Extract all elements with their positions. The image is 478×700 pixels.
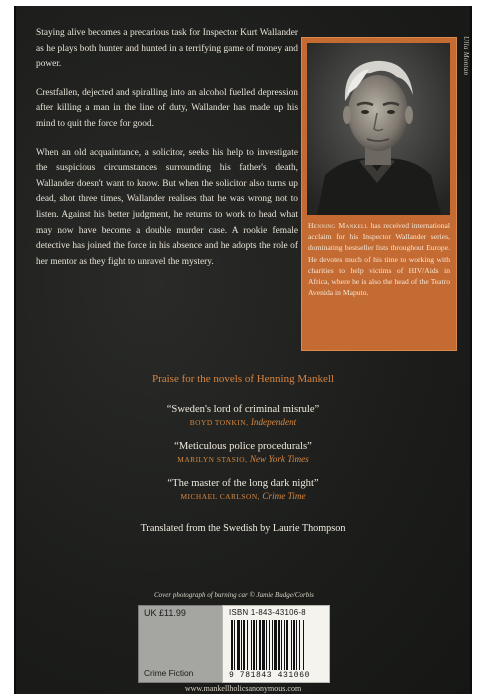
quote-source (16, 491, 470, 501)
back-cover (14, 6, 472, 694)
ean-number: 9 781843 431060 (229, 671, 311, 680)
price-label: UK £11.99 (144, 608, 186, 618)
praise-heading: Praise for the novels of Henning Mankell (151, 373, 335, 385)
author-bio-text: has received international acclaim for his Inspector Wallander series, dominating bestseller lists throughout Europe. He devotes much of his time to working with charities to help victims of HIV/Aids in Africa, where he is also the head of the Teatro Avenida in Maputo. (308, 221, 450, 298)
synopsis-paragraph-1: Staying alive becomes a precarious task for Inspector Kurt Wallander as he plays both hunter and hunted in a terrifying game of money and power. (36, 28, 298, 70)
author-bio (308, 220, 450, 298)
synopsis (36, 26, 298, 283)
review-quote (16, 441, 470, 464)
author-panel (301, 37, 457, 351)
quote-publication: Independent (250, 417, 297, 427)
quote-text: “Sweden's lord of criminal misrule” (166, 404, 320, 415)
barcode-panel (222, 605, 330, 683)
photo-credit-vertical: Ulla Montan (462, 36, 470, 76)
quote-source (16, 454, 470, 464)
quote-publication: Crime Time (262, 491, 306, 501)
quote-publication: New York Times (249, 454, 309, 464)
quote-text: “Meticulous police procedurals” (174, 441, 312, 452)
quote-author: BOYD TONKIN, (189, 418, 249, 427)
quote-author: MICHAEL CARLSON, (180, 492, 261, 501)
review-quote (16, 404, 470, 427)
quote-source (16, 417, 470, 427)
price-panel (138, 605, 224, 683)
review-quote (16, 478, 470, 501)
quote-text: “The master of the long dark night” (167, 478, 319, 489)
translator-credit: Translated from the Swedish by Laurie Thompson (140, 523, 346, 534)
author-name: Henning Mankell (308, 221, 368, 230)
synopsis-paragraph-2: Crestfallen, dejected and spiralling into an alcohol fuelled depression after killing a man in the line of duty, Wallander has made up his mind to quit the force for good. (36, 87, 298, 129)
author-photo (307, 43, 450, 215)
isbn-label: ISBN 1-843-43106-8 (229, 608, 306, 617)
synopsis-paragraph-3: When an old acquaintance, a solicitor, seeks his help to investigate the suspicious circumstances surrounding his father's death, Wallander doesn't want to know. But when the solicitor also turns up dead, shot three times, Wallander realises that he was wrong not to listen. Against his better judgment, he returns to work to head what may now have become a double murder case. A rookie female detective has joined the force in his absence and he adopts the role of her mentor as they fight to unravel the mystery. (36, 147, 298, 267)
cover-photo-credit: Cover photograph of burning car © Jamie Budge/Corbis (154, 591, 314, 599)
genre-label: Crime Fiction (144, 668, 194, 678)
quote-author: MARILYN STASIO, (177, 455, 248, 464)
barcode-icon (231, 620, 321, 670)
website-url: www.mankellholicsanonymous.com (184, 684, 302, 693)
